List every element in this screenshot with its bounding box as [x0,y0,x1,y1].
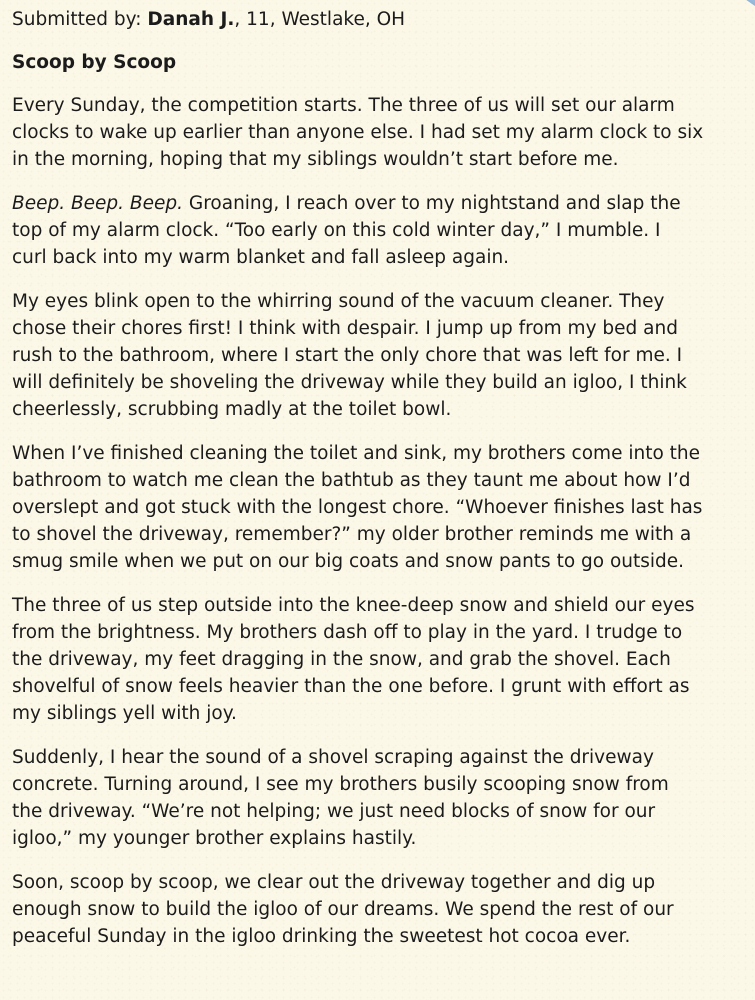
story-line: igloo,” my younger brother explains hastily. [12,828,417,849]
story-line: to shovel the driveway, remember?” my older brother reminds me with a [12,524,692,545]
story-line: cheerlessly, scrubbing madly at the toilet bowl. [12,399,452,420]
story-line: enough snow to build the igloo of our dreams. We spend the rest of our [12,899,674,920]
story-line: the driveway, my feet dragging in the snow, and grab the shovel. Each [12,649,671,670]
story-paragraph [12,288,747,423]
author-name: Danah J. [147,9,235,30]
story-line: from the brightness. My brothers dash off to play in the yard. I trudge to [12,622,683,643]
story-line: Soon, scoop by scoop, we clear out the driveway together and dig up [12,872,656,893]
story-line: peaceful Sunday in the igloo drinking the sweetest hot cocoa ever. [12,926,631,947]
story-line: When I’ve finished cleaning the toilet and sink, my brothers come into the [12,443,701,464]
story-title: Scoop by Scoop [12,52,177,73]
byline-prefix: Submitted by: [12,9,148,30]
story-line: Groaning, I reach over to my nightstand and slap the [183,193,681,214]
story-paragraph [12,592,747,727]
story-line: top of my alarm clock. “Too early on this cold winter day,” I mumble. I [12,220,661,241]
story-line: the driveway. “We’re not helping; we just need blocks of snow for our [12,801,656,822]
story-line: in the morning, hoping that my siblings wouldn’t start before me. [12,149,619,170]
story-line: shovelful of snow feels heavier than the one before. I grunt with effort as [12,676,690,697]
story-line: chose their chores first! I think with despair. I jump up from my bed and [12,318,678,339]
author-details: , 11, Westlake, OH [234,9,406,30]
story-paragraph [12,744,747,852]
story-line: smug smile when we put on our big coats and snow pants to go outside. [12,551,685,572]
story-line: rush to the bathroom, where I start the only chore that was left for me. I [12,345,683,366]
story-line: overslept and got stuck with the longest chore. “Whoever finishes last has [12,497,703,518]
story-line: curl back into my warm blanket and fall asleep again. [12,247,510,268]
story-line: My eyes blink open to the whirring sound of the vacuum cleaner. They [12,291,665,312]
byline [12,7,747,33]
story-page [12,7,747,950]
story-line: will definitely be shoveling the driveway while they build an igloo, I think [12,372,687,393]
story-line: Every Sunday, the competition starts. The three of us will set our alarm [12,95,675,116]
story-body [12,92,747,950]
story-line: bathroom to watch me clean the bathtub as they taunt me about how I’d [12,470,691,491]
story-paragraph [12,440,747,575]
story-line: Suddenly, I hear the sound of a shovel scraping against the driveway [12,747,654,768]
story-line: clocks to wake up earlier than anyone else. I had set my alarm clock to six [12,122,704,143]
italic-lead: Beep. Beep. Beep. [12,193,183,214]
story-paragraph [12,190,747,271]
story-line: my siblings yell with joy. [12,703,237,724]
story-paragraph [12,92,747,173]
story-line: concrete. Turning around, I see my brothers busily scooping snow from [12,774,669,795]
story-paragraph [12,869,747,950]
story-line: The three of us step outside into the knee-deep snow and shield our eyes [12,595,695,616]
